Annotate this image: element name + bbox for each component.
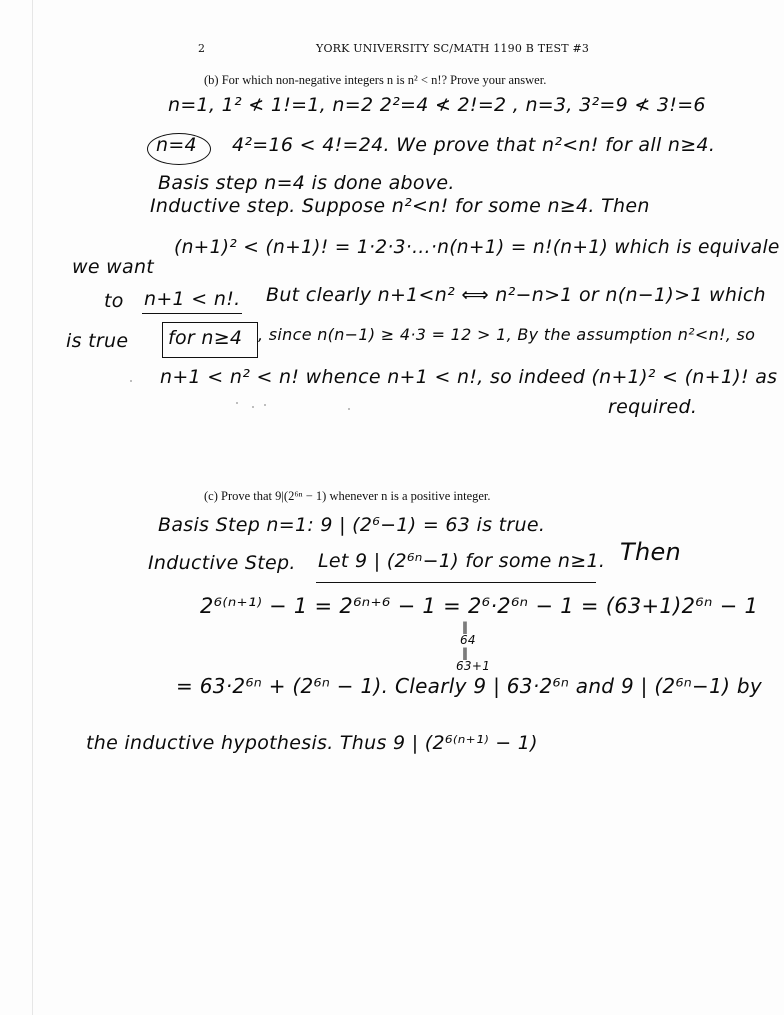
answer-b-to: to <box>104 290 124 312</box>
answer-b-circled-n4: n=4 <box>156 134 197 156</box>
page-number: 2 <box>198 42 205 55</box>
answer-b-whence: n+1 < n² < n! whence n+1 < n!, so indeed (n+1)² < (n+1)! as <box>160 366 778 388</box>
answer-c-then: Then <box>620 538 682 566</box>
page-margin-line <box>32 0 33 1015</box>
answer-b-n1-lt-nfact: n+1 < n!. <box>144 288 241 310</box>
answer-b-inductive-step: Inductive step. Suppose n²<n! for some n≥4. Then <box>150 195 650 217</box>
answer-b-boxed-n-ge-4: for n≥4 <box>168 327 243 349</box>
answer-c-63plus1: 63+1 <box>456 659 491 673</box>
underline-hypothesis <box>316 582 596 583</box>
answer-b-line-1: n=1, 1² ≮ 1!=1, n=2 2²=4 ≮ 2!=2 , n=3, 3²=9 ≮ 3!=6 <box>168 94 706 116</box>
answer-b-we-want: we want <box>72 256 155 278</box>
answer-c-basis-step: Basis Step n=1: 9 | (2⁶−1) = 63 is true. <box>158 514 546 536</box>
answer-c-inductive-step-label: Inductive Step. <box>148 552 296 574</box>
answer-b-required: required. <box>608 396 698 418</box>
page-header <box>0 42 784 62</box>
question-b-prompt: (b) For which non-negative integers n is n² < n!? Prove your answer. <box>204 73 547 87</box>
underline-n1-lt-nfact <box>142 313 242 314</box>
answer-b-basis-step: Basis step n=4 is done above. <box>158 172 455 194</box>
header-title: YORK UNIVERSITY SC/MATH 1190 B TEST #3 <box>316 42 590 55</box>
answer-c-conclusion: the inductive hypothesis. Thus 9 | (2⁶⁽ⁿ⁺¹⁾ − 1) <box>86 732 538 754</box>
answer-c-let: Let 9 | (2⁶ⁿ−1) for some n≥1. <box>318 550 606 572</box>
question-c-prompt: (c) Prove that 9|(2⁶ⁿ − 1) whenever n is a positive integer. <box>204 489 491 503</box>
answer-c-expansion: 2⁶⁽ⁿ⁺¹⁾ − 1 = 2⁶ⁿ⁺⁶ − 1 = 2⁶·2⁶ⁿ − 1 = (63+1)2⁶ⁿ − 1 <box>200 594 759 618</box>
answer-c-64: 64 <box>460 633 476 647</box>
answer-c-clearly: = 63·2⁶ⁿ + (2⁶ⁿ − 1). Clearly 9 | 63·2⁶ⁿ and 9 | (2⁶ⁿ−1) by <box>176 674 763 698</box>
answer-b-line-2: 4²=16 < 4!=24. We prove that n²<n! for all n≥4. <box>232 134 716 156</box>
answer-b-but-clearly: But clearly n+1<n² ⟺ n²−n>1 or n(n−1)>1 which <box>266 284 766 306</box>
answer-b-since: , since n(n−1) ≥ 4·3 = 12 > 1, By the assumption n²<n!, so <box>258 325 756 344</box>
answer-b-line-want: (n+1)² < (n+1)! = 1·2·3·…·n(n+1) = n!(n+1) which is equivale <box>174 236 780 258</box>
answer-c-equals-mark-2: ‖ <box>462 646 469 660</box>
answer-b-is-true: is true <box>66 330 129 352</box>
answer-c-equals-mark-1: ‖ <box>462 620 469 634</box>
